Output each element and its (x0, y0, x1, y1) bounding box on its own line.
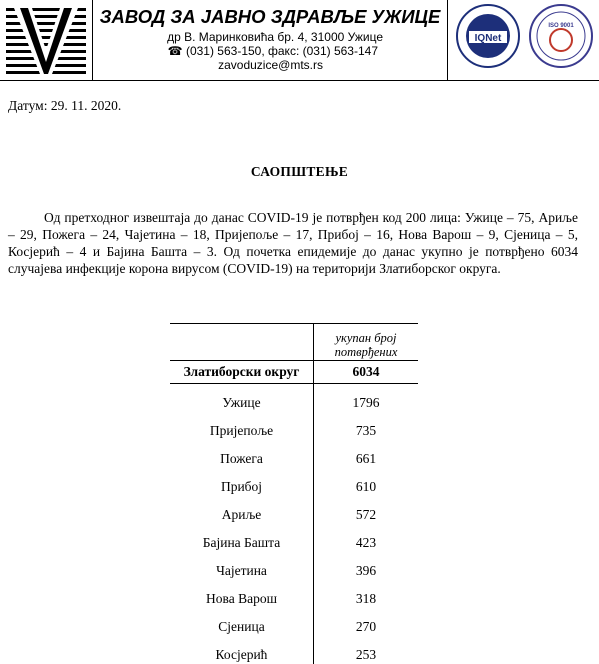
header-divider-right (447, 0, 448, 81)
table-row (170, 468, 418, 496)
municipality-name: Чајетина (216, 563, 267, 578)
municipality-name: Пожега (220, 451, 263, 466)
organization-email: zavoduzice@mts.rs (218, 58, 323, 72)
header-bottom-rule (0, 80, 599, 81)
total-region-name: Златиборски округ (170, 361, 314, 384)
letterhead (0, 0, 599, 81)
iso-label: ISO 9001 (548, 23, 574, 29)
municipality-name: Нова Варош (206, 591, 277, 606)
institute-logo-icon (6, 6, 86, 74)
municipality-value: 318 (314, 580, 419, 608)
municipality-name: Косјерић (215, 647, 268, 662)
table-row (170, 636, 418, 664)
total-region-value: 6034 (314, 361, 419, 384)
municipality-value: 270 (314, 608, 419, 636)
table-row (170, 552, 418, 580)
document-date: Датум: 29. 11. 2020. (8, 98, 122, 113)
municipality-value: 610 (314, 468, 419, 496)
document-title: САОПШТЕЊЕ (250, 164, 349, 179)
cases-table (170, 323, 418, 664)
municipality-name: Прибој (220, 479, 263, 494)
table-header-cell-empty (170, 324, 314, 361)
iqnet-label: IQNet (474, 33, 502, 44)
municipality-value: 735 (314, 412, 419, 440)
table-header-label: укупан број потврђених (334, 331, 398, 359)
table-header-row (170, 324, 418, 361)
table-row (170, 608, 418, 636)
table-header-cell-total (314, 324, 419, 361)
organization-name: ЗАВОД ЗА ЈАВНО ЗДРАВЉЕ УЖИЦЕ (99, 6, 441, 27)
organization-address: др В. Маринковића бр. 4, 31000 Ужице (167, 30, 383, 44)
table-total-row (170, 361, 418, 384)
iqnet-certificate-icon (455, 3, 521, 69)
announcement-paragraph: Од претходног извештаја до данас COVID-19 је потврђен код 200 лица: Ужице – 75, Ариље – 29, Пожега – 24, Чајетина – 18, Пријепоље – 17, Прибој – 16, Нова Варош – 9, Сјеница – 5, Косјерић – 4 и Бајина Башта – 3. Од почетка епидемије до данас укупно је потврђено 6034 случајева инфекције корона вирусом (COVID-19) на територији Златиборског округа. (8, 210, 578, 276)
municipality-name: Бајина Башта (202, 535, 281, 550)
table-row (170, 524, 418, 552)
municipality-value: 396 (314, 552, 419, 580)
organization-phone: ☎ (031) 563-150, факс: (031) 563-147 (167, 44, 378, 58)
table-row (170, 412, 418, 440)
municipality-name: Ариље (221, 507, 262, 522)
table-row (170, 440, 418, 468)
municipality-name: Сјеница (218, 619, 265, 634)
municipality-name: Пријепоље (209, 423, 274, 438)
municipality-value: 661 (314, 440, 419, 468)
table-row (170, 580, 418, 608)
municipality-value: 572 (314, 496, 419, 524)
iso-certificate-icon (528, 3, 594, 69)
table-row (170, 496, 418, 524)
table-row (170, 384, 418, 413)
municipality-value: 423 (314, 524, 419, 552)
municipality-value: 1796 (314, 384, 419, 413)
municipality-value: 253 (314, 636, 419, 664)
municipality-name: Ужице (222, 395, 261, 410)
